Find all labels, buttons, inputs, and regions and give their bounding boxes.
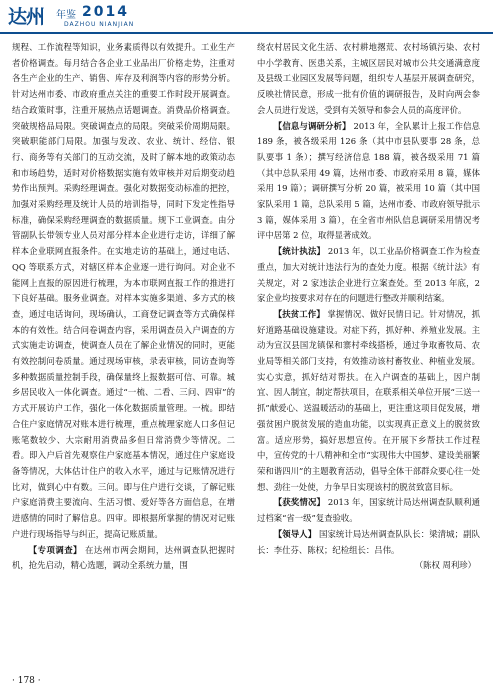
yearbook-subtitle: DAZHOU NIANJIAN (64, 21, 135, 28)
right-column (257, 40, 480, 672)
leaders-text: 国家统计局达州调查队队长：梁清城；副队长：李仕芬、陈权；纪检组长：吕伟。 (257, 528, 480, 555)
left-paragraph-1: 规程、工作流程等知识，业务素质得以有效提升。工业生产者价格调查。每月结合各企业工业品出厂价格走势，注重对各生产企业的生产、销售、库存及利润等内容的形势分析。针对达州市委、市政府重点关注的重要工作时段开展调查。结合政策时事，注重开展热点话题调查。消费品价格调查。突破规格品局限。突破调查点的局限。突破采价周期局限。突破职能部门局限。加强与发改、农业、统计、经信、银行、商务等有关部门的互动交流，及时了解本地的政策动态和市场趋势，适时对价格数据实施有效审核并对后期变动趋势作出预判。采购经理调查。强化对数据变动标准的把控，加强对采购经理及统计人员的培训指导，同时下发定性指导标准，确保采购经理调查的数据质量。规下工业调查。由分管副队长带领专业人员对部分样本企业进行走访，详细了解样本企业联网直报条件。在实地走访的基础上，通过电话、QQ 等联系方式，对辖区样本企业逐一进行询问。对企业不能网上直报的原因进行梳理，为本市联网直报工作的推进打下良好基础。服务业调查。对样本实施多渠道、多方式的核查，通过电话询问，现场确认，工商登记调查等方式确保样本的有效性。结合问卷调查内容，采用调查员入户调查的方式实施走访调查，使调查人员在了解企业情况的同时，更能有效控制问卷质量。通过现场审核，录表审核，同访查询等多种数据质量控制手段，确保量终上报数据可信、可靠。城乡居民收入一体化调查。通过“一梳、二看、三问、四审”的方式开展访户工作，强化一体化数据质量管理。一梳。即结合住户家庭情况对账本进行梳理，重点梳理家庭人口多但记账笔数较少、大宗耐用消费品多但日常消费少等情况。二看。即入户后首先观察住户家庭基本情况，通过住户家庭设备等情况，大体估计住户的收入水平，通过与记账情况进行比对，做到心中有数。三问。即与住户进行交谈，了解记账户家庭消费主要流向、生活习惯、爱好等各方面信息，在增进感情的同时了解信息。四审。即根据所掌握的情况对记账户进行现场指导与纠正，提高记账质量。 (12, 42, 235, 539)
law-enforcement-paragraph (257, 244, 480, 307)
poverty-alleviation-paragraph (257, 307, 480, 495)
section-tag-special-survey: 【专项调查】 (28, 544, 82, 555)
yearbook-logo: 达州 (8, 6, 45, 28)
poverty-alleviation-text: 掌握情况、做好民情日记。针对情况，抓好道路基础设施建设。对症下药，抓好种、养殖业发展。主动为宣汉县国龙镇保和寨村牵线搭桥，通过争取畜牧局、农业局等相关部门支持，有效推动该村畜牧业、种植业发展。实心实意，抓好结对帮扶。在入户调查的基础上，因户制宜、因人制宜，制定帮扶项目，在联系相关单位开展“三送一抓”献爱心、送温暖活动的基础上，更注重这项目促发展，增强贫困户脱贫发展的造血功能，以实现真正意义上的脱贫致富。适应形势，搞好思想宣传。在开展下乡帮扶工作过程中，宣传党的十八精神和全市“实现伟大中国梦、建设美丽繁荣和谐四川”的主题教育活动，倡导全体干部群众要心往一处想、劲往一处使，力争早日实现该村的脱贫致富目标。 (257, 308, 480, 492)
header-rule (0, 32, 493, 34)
special-survey-text: 在达州市两会期间，达州调查队把握时机，抢先启动，精心选题，调动全系统力量，围 (12, 544, 235, 571)
info-research-text: 2013 年，全队累计上报工作信息 189 条，被各级采用 126 条（其中市县队要事 28 条，总队要事 1 条）；撰写经济信息 188 篇，被各级采用 71 篇（其中总队采用 49 篇，达州市委、市政府采用 8 篇，媒体采用 19 篇）；调研撰写分析 20 篇，被采用 10 篇（其中国家队采用 1 篇，总队采用 5 篇，达州市委、市政府领导批示 3 篇，媒体采用 3 篇），在全省市州队信息调研采用情况考评中居第 2 位，取得显著成效。 (257, 120, 480, 241)
page-header (0, 0, 493, 34)
section-tag-awards: 【获奖情况】 (273, 497, 326, 508)
awards-paragraph (257, 495, 480, 526)
left-column (12, 40, 235, 672)
yearbook-logo-side: 年鉴 (56, 10, 76, 21)
law-enforcement-text: 2013 年，以工业品价格调查工作为检查重点，加大对统计违法行为的查处力度。根据《统计法》有关规定，对 2 家违法企业进行立案查处。至 2013 年底，2 家企业均按要求对存在的问题进行整改并顺利结案。 (257, 246, 480, 304)
section-tag-law-enforcement: 【统计执法】 (273, 246, 326, 257)
awards-text: 2013 年，国家统计局达州调查队顺利通过档案“省一级”复查验收。 (257, 497, 480, 524)
leaders-paragraph (257, 527, 480, 558)
info-research-paragraph (257, 119, 480, 245)
section-tag-leaders: 【领导人】 (273, 528, 317, 539)
author-signature: （陈权 周利珍） (414, 560, 476, 571)
section-tag-poverty-alleviation: 【扶贫工作】 (273, 308, 325, 319)
section-tag-info-research: 【信息与调研分析】 (273, 120, 351, 131)
special-survey-paragraph (12, 543, 235, 574)
yearbook-year: 2014 (82, 4, 129, 20)
page-number: · 178 · (12, 676, 41, 686)
right-paragraph-1: 绕农村居民文化生活、农村耕地撂荒、农村场镇污染、农村中小学教育、医患关系，主城区居民对城市公共交通满意度及县级工业园区发展等问题，组织专人基层开展调查研究，反映社情民意，形成一批有价值的调研报告，及时向两会参会人员进行发送，受到有关领导和参会人员的高度评价。 (257, 42, 480, 115)
